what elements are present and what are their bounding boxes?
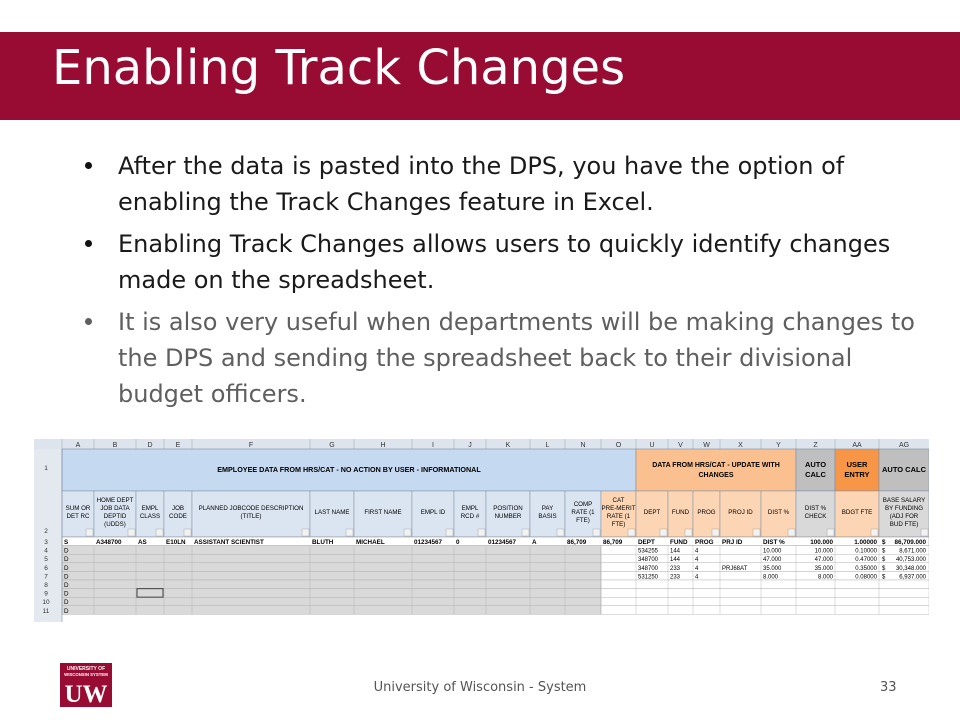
summary-cell: 86,709 xyxy=(567,539,587,546)
detail-dept: 348700 xyxy=(638,565,659,572)
header-cell-text: RATE (1 xyxy=(606,513,631,520)
column-letter: O xyxy=(615,442,622,449)
filter-dropdown-icon xyxy=(685,529,692,536)
detail-dist: 35.000 xyxy=(763,565,782,572)
header-cell-text: BASE SALARY xyxy=(882,497,926,504)
detail-check: 10.000 xyxy=(814,548,833,555)
summary-cell: ASSISTANT SCIENTIST xyxy=(194,539,264,546)
filter-dropdown-icon xyxy=(753,529,760,536)
row-number: 5 xyxy=(44,556,48,564)
detail-rc: D xyxy=(64,564,69,572)
detail-fund: 144 xyxy=(670,548,681,555)
filter-dropdown-icon xyxy=(184,529,191,536)
row-number-column xyxy=(34,449,62,622)
filter-dropdown-icon xyxy=(478,529,485,536)
summary-cell: 100.000 xyxy=(810,539,833,546)
detail-prog: 4 xyxy=(695,557,699,564)
filter-dropdown-icon xyxy=(921,529,928,536)
summary-cell: AS xyxy=(138,539,147,546)
detail-rc: D xyxy=(64,582,69,589)
detail-fte: 0.10000 xyxy=(855,548,877,555)
logo-text-top: UNIVERSITY OF xyxy=(66,666,106,672)
detail-currency: $ xyxy=(882,574,886,581)
detail-prog: 4 xyxy=(695,548,699,555)
column-letter-bar xyxy=(34,439,929,449)
header-cell-text: EMPL xyxy=(461,505,479,512)
detail-left-bg xyxy=(62,580,601,589)
filter-dropdown-icon xyxy=(788,529,795,536)
detail-left-bg xyxy=(62,606,601,615)
header-cell-text: PROJ ID xyxy=(728,509,753,516)
summary-cell: S xyxy=(64,539,69,546)
detail-left-bg xyxy=(62,546,601,555)
header-cell-text: (TITLE) xyxy=(240,513,262,520)
summary-cell: E10LN xyxy=(166,539,186,546)
column-letter: I xyxy=(432,442,434,449)
filter-dropdown-icon xyxy=(712,529,719,536)
header-cell-text: FTE) xyxy=(576,517,590,524)
filter-dropdown-icon xyxy=(628,529,635,536)
header-cell-text: FTE) xyxy=(611,521,626,528)
column-letter: U xyxy=(649,442,655,449)
auto-calc2-text: AUTO CALC xyxy=(881,465,927,474)
detail-dept: 348700 xyxy=(638,557,659,564)
header-cell-text: BDGT FTE xyxy=(841,509,873,516)
header-cell-text: PLANNED JOBCODE DESCRIPTION xyxy=(198,505,304,512)
detail-rc: D xyxy=(64,573,69,581)
header-cell-text: (UDDS) xyxy=(104,521,126,528)
header-cell-text: CODE xyxy=(169,513,187,520)
detail-rc: D xyxy=(64,556,69,564)
row-number: 3 xyxy=(44,539,48,546)
logo-text-mid: WISCONSIN SYSTEM xyxy=(64,672,108,677)
header-cell-text: COMP xyxy=(573,501,593,508)
detail-salary: 6,937.000 xyxy=(899,574,926,581)
row-number: 11 xyxy=(42,607,50,615)
summary-cell: PRJ ID xyxy=(722,539,743,546)
bullet-list xyxy=(80,148,940,420)
header-cell-text: (ADJ FOR xyxy=(889,513,919,520)
detail-right-bg xyxy=(601,589,929,598)
page-number: 33 xyxy=(880,680,897,695)
row-number: 2 xyxy=(44,528,48,535)
filter-dropdown-icon xyxy=(346,529,353,536)
header-cell-text: POSITION xyxy=(493,505,523,512)
column-letter: V xyxy=(678,442,683,449)
summary-cell: $ xyxy=(882,539,886,546)
column-letter: X xyxy=(738,442,743,449)
detail-rc: D xyxy=(64,599,69,607)
header-cell-text: RCD # xyxy=(460,513,480,520)
bullet-item: It is also very useful when departments will be making changes to the DPS and sending the spreadsheet back to their divisional budget officers. xyxy=(80,304,940,412)
summary-cell: A348700 xyxy=(96,539,122,546)
header-cell-text: EMPL xyxy=(141,505,159,512)
header-cell-text: SUM OR xyxy=(65,505,91,512)
row-number: 4 xyxy=(44,547,48,555)
detail-rc: D xyxy=(64,547,69,555)
update-banner-text-2: CHANGES xyxy=(698,472,734,479)
filter-dropdown-icon xyxy=(156,529,163,536)
filter-dropdown-icon xyxy=(446,529,453,536)
header-cell-text: PRE-MERIT xyxy=(601,505,636,512)
detail-left-bg xyxy=(62,571,601,580)
row-number: 7 xyxy=(44,573,48,581)
detail-dist: 47.000 xyxy=(763,557,782,564)
detail-right-bg xyxy=(601,580,929,589)
detail-check: 47.000 xyxy=(814,557,833,564)
header-cell-text: CHECK xyxy=(804,513,827,520)
header-cell-text: DEPT xyxy=(643,509,661,516)
spreadsheet-grid xyxy=(34,439,929,622)
row-number: 6 xyxy=(44,564,48,572)
uw-logo xyxy=(60,663,112,707)
header-cell-text: DET RC xyxy=(66,513,90,520)
detail-fte: 0.47000 xyxy=(855,557,877,564)
filter-dropdown-icon xyxy=(128,529,135,536)
header-cell-text: BY FUNDING xyxy=(884,505,924,512)
detail-proj: PRJ68AT xyxy=(722,565,748,572)
filter-dropdown-icon xyxy=(86,529,93,536)
column-letter: Z xyxy=(813,442,818,449)
header-cell-text: DEPTID xyxy=(103,513,127,520)
detail-salary: 40,753.000 xyxy=(895,557,926,564)
detail-salary: 30,348.000 xyxy=(895,565,926,572)
filter-dropdown-icon xyxy=(871,529,878,536)
summary-cell: DIST % xyxy=(763,539,785,546)
summary-cell: FUND xyxy=(670,539,688,546)
detail-left-bg xyxy=(62,563,601,572)
detail-currency: $ xyxy=(882,548,886,555)
header-cell-text: DIST % xyxy=(804,505,827,512)
detail-right-bg xyxy=(601,606,929,615)
header-cell-text: CAT xyxy=(612,497,625,504)
detail-right-bg xyxy=(601,597,929,606)
header-cell-text: NUMBER xyxy=(494,513,522,520)
column-letter: F xyxy=(248,442,254,449)
summary-cell: 86,709 xyxy=(603,539,623,546)
column-letter: AA xyxy=(852,442,862,449)
footer-text: University of Wisconsin - System xyxy=(373,680,587,695)
column-letter: W xyxy=(703,442,710,449)
summary-cell: PROG xyxy=(695,539,714,546)
bullet-item: After the data is pasted into the DPS, you have the option of enabling the Track Changes feature in Excel. xyxy=(80,148,940,220)
row-number: 8 xyxy=(44,582,48,589)
auto-calc-text-2: CALC xyxy=(805,470,826,479)
update-banner-bg xyxy=(636,449,796,491)
header-cell-text: LAST NAME xyxy=(314,509,350,516)
summary-cell: A xyxy=(532,539,537,546)
logo-mark: UW xyxy=(64,681,108,707)
update-banner-text-1: DATA FROM HRS/CAT - UPDATE WITH xyxy=(652,462,780,469)
user-entry-text-2: ENTRY xyxy=(844,470,870,479)
header-cell-text: PROG xyxy=(697,509,716,516)
summary-cell: 1.00000 xyxy=(854,539,877,546)
filter-dropdown-icon xyxy=(593,529,600,536)
row-number: 1 xyxy=(44,465,48,472)
detail-left-bg xyxy=(62,589,601,598)
filter-dropdown-icon xyxy=(404,529,411,536)
header-cell-text: FIRST NAME xyxy=(364,509,402,516)
detail-currency: $ xyxy=(882,565,886,572)
detail-left-bg xyxy=(62,597,601,606)
header-cell-text: CLASS xyxy=(139,513,161,520)
user-entry-text-1: USER xyxy=(846,460,868,469)
row-number: 9 xyxy=(44,590,48,598)
column-letter: B xyxy=(112,442,118,449)
header-cell-text: BASIS xyxy=(538,513,557,520)
summary-cell: DEPT xyxy=(638,539,655,546)
summary-cell: 0 xyxy=(456,539,460,546)
header-cell-text: BUD FTE) xyxy=(889,521,919,528)
detail-rc: D xyxy=(64,607,69,615)
summary-cell: 86,709.000 xyxy=(894,539,926,546)
filter-dropdown-icon xyxy=(827,529,834,536)
summary-cell: 01234567 xyxy=(488,539,517,546)
column-letter: L xyxy=(545,442,550,449)
spreadsheet-screenshot xyxy=(34,439,929,622)
header-cell-text: DIST % xyxy=(767,509,790,516)
detail-dept: 534255 xyxy=(638,548,659,555)
header-cell-text: RATE (1 xyxy=(571,509,595,516)
detail-currency: $ xyxy=(882,557,886,564)
detail-fte: 0.35000 xyxy=(855,565,877,572)
column-letter: D xyxy=(147,442,153,449)
column-letter: G xyxy=(329,442,335,449)
auto-calc-text-1: AUTO xyxy=(804,460,827,469)
header-cell-text: JOB xyxy=(171,505,185,512)
filter-dropdown-icon xyxy=(302,529,309,536)
header-cell-text: JOB DATA xyxy=(100,505,130,512)
detail-prog: 4 xyxy=(695,574,699,581)
summary-cell: BLUTH xyxy=(312,539,334,546)
column-letter: AG xyxy=(898,442,910,449)
header-cell-text: EMPL ID xyxy=(420,509,446,516)
title-bar xyxy=(0,32,960,120)
column-letter: H xyxy=(380,442,386,449)
detail-dept: 531250 xyxy=(638,574,659,581)
detail-prog: 4 xyxy=(695,565,699,572)
detail-fund: 233 xyxy=(670,574,681,581)
detail-check: 8.000 xyxy=(817,574,833,581)
filter-dropdown-icon xyxy=(660,529,667,536)
detail-check: 35.000 xyxy=(814,565,833,572)
summary-cell: MICHAEL xyxy=(356,539,385,546)
filter-dropdown-icon xyxy=(522,529,529,536)
column-letter: N xyxy=(580,442,586,449)
column-letter: E xyxy=(175,442,181,449)
detail-left-bg xyxy=(62,554,601,563)
header-cell-text: HOME DEPT xyxy=(96,497,134,504)
summary-cell: 01234567 xyxy=(414,539,443,546)
slide-title: Enabling Track Changes xyxy=(52,40,626,96)
detail-dist: 8.000 xyxy=(763,574,779,581)
detail-dist: 10.000 xyxy=(763,548,782,555)
bullet-item: Enabling Track Changes allows users to quickly identify changes made on the spreadsheet. xyxy=(80,226,940,298)
detail-fund: 144 xyxy=(670,557,681,564)
filter-dropdown-icon xyxy=(557,529,564,536)
header-cell-text: FUND xyxy=(671,509,690,516)
detail-fund: 233 xyxy=(670,565,681,572)
row-number: 10 xyxy=(42,599,50,607)
detail-fte: 0.08000 xyxy=(855,574,877,581)
column-letter: K xyxy=(505,442,511,449)
column-letter: Y xyxy=(776,442,781,449)
detail-rc: D xyxy=(64,590,69,598)
header-cell-text: PAY xyxy=(541,505,554,512)
detail-salary: 8,671.000 xyxy=(899,548,926,555)
column-letter: J xyxy=(468,442,472,449)
column-letter: A xyxy=(75,442,81,449)
employee-banner-text: EMPLOYEE DATA FROM HRS/CAT - NO ACTION BY USER - INFORMATIONAL xyxy=(217,465,481,474)
